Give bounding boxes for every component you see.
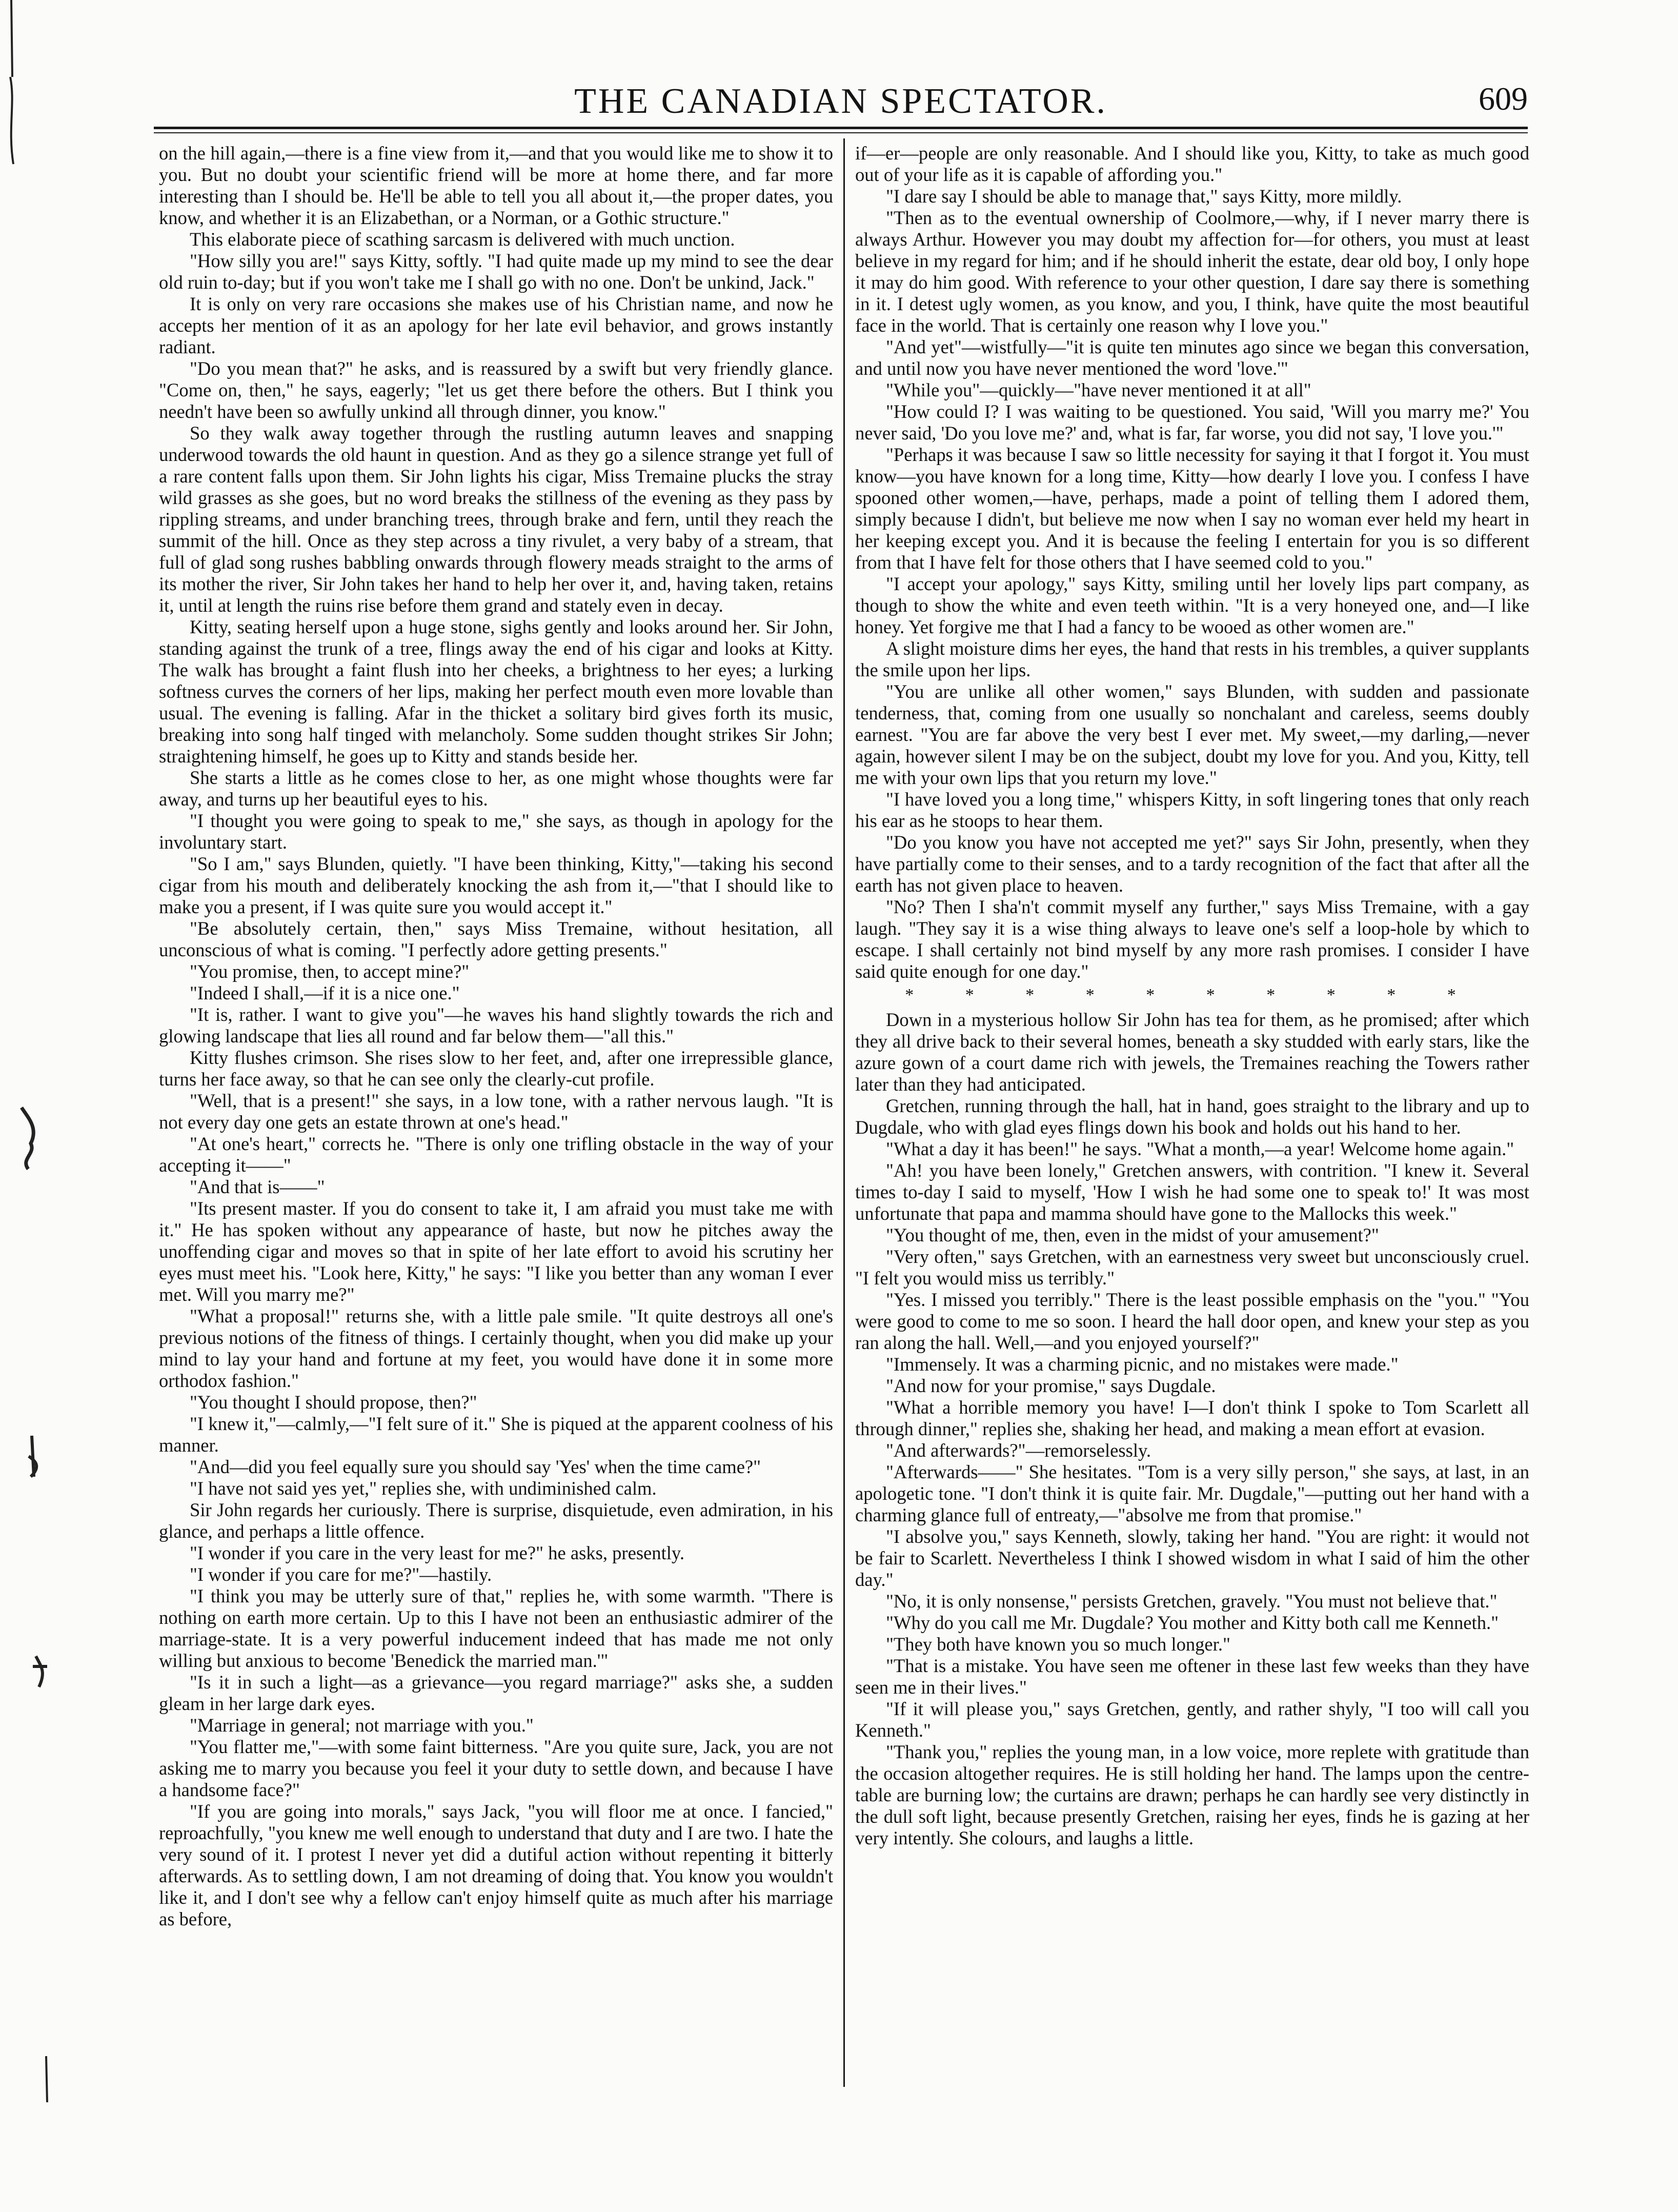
paragraph: Kitty, seating herself upon a huge stone, sighs gently and looks around her. Sir John, standing against the trunk of a tree, flings away the end of his cigar and looks at Kitty. The walk has brought a faint flush into her cheeks, a brightness to her eyes; a lurking softness curves the corners of her lips, making her perfect mouth even more lovable than usual. The evening is falling. Afar in the thicket a solitary bird gives forth its music, breaking into song half tinged with melancholy. Some sudden thought strikes Sir John; straightening himself, he goes up to Kitty and stands beside her.: [159, 616, 833, 767]
paragraph: "Do you know you have not accepted me yet?" says Sir John, presently, when they have partially come to their senses, and to a tardy recognition of the fact that after all the earth has not given place to heaven.: [855, 832, 1529, 896]
paragraph: "Ah! you have been lonely," Gretchen answers, with contrition. "I knew it. Several times to-day I said to myself, 'How I wish he had some one to speak to!' It was most unfortunate that papa and mamma should have gone to the Mallocks this week.": [855, 1160, 1529, 1224]
paragraph: "No? Then I sha'n't commit myself any further," says Miss Tremaine, with a gay laugh. "They say it is a wise thing always to leave one's self a loop-hole by which to escape. I shall certainly not bind myself by any more rash promises. I consider I have said quite enough for one day.": [855, 896, 1529, 982]
paragraph: "They both have known you so much longer.": [886, 1634, 1230, 1655]
paragraph: Gretchen, running through the hall, hat in hand, goes straight to the library and up to Dugdale, who with glad eyes flings down his book and holds out his hand to her.: [855, 1095, 1529, 1138]
paragraph: "And that is——": [190, 1176, 325, 1197]
paragraph: "Its present master. If you do consent to take it, I am afraid you must take me with it." He has spoken without any appearance of haste, but now he pitches away the unoffending cigar and moves so that in spite of her late effort to avoid his scrutiny her eyes must meet his. "Look here, Kitty," he says: "I like you better than any woman I ever met. Will you marry me?": [159, 1198, 833, 1305]
paragraph: "I have loved you a long time," whispers Kitty, in soft lingering tones that only reach his ear as he stoops to hear them.: [855, 789, 1529, 831]
paragraph: Sir John regards her curiously. There is surprise, disquietude, even admiration, in his glance, and perhaps a little offence.: [159, 1499, 833, 1542]
column-divider: [843, 138, 845, 2087]
paragraph: "I wonder if you care in the very least for me?" he asks, presently.: [190, 1542, 684, 1563]
paragraph: "Yes. I missed you terribly." There is the least possible emphasis on the "you." "You were good to come to me so soon. I heard the hall door open, and knew your step as you ran along the hall. Well,—and you enjoyed yourself?": [855, 1289, 1529, 1353]
paragraph: "And yet"—wistfully—"it is quite ten minutes ago since we began this conversation, and until now you have never mentioned the word 'love.'": [855, 336, 1529, 379]
margin-mark-ink-2: [29, 1436, 36, 1477]
publication-title: THE CANADIAN SPECTATOR.: [574, 82, 1107, 121]
paragraph: "Do you mean that?" he asks, and is reassured by a swift but very friendly glance. "Come on, then," he says, eagerly; "let us get there before the others. But I think you needn't have been so awfully unkind all through dinner, you know.": [159, 358, 833, 422]
paragraph: on the hill again,—there is a fine view from it,—and that you would like me to show it to you. But no doubt your scientific friend will be more at home there, and far more interesting than I should be. He'll be able to tell you all about it,—the proper dates, you know, and whether it is an Elizabethan, or a Norman, or a Gothic structure.": [159, 143, 833, 228]
paragraph: This elaborate piece of scathing sarcasm is delivered with much unction.: [190, 229, 735, 250]
section-break: * * * * * * * * * *: [905, 986, 1480, 1004]
paragraph: "I have not said yes yet," replies she, with undiminished calm.: [190, 1478, 657, 1499]
paragraph: "I dare say I should be able to manage that," says Kitty, more mildly.: [886, 186, 1402, 207]
header-rule-thin: [154, 132, 1528, 133]
paragraph: Kitty flushes crimson. She rises slow to her feet, and, after one irrepressible glance, turns her face away, so that he can see only the clearly-cut profile.: [159, 1047, 833, 1090]
paragraph: "Immensely. It was a charming picnic, and no mistakes were made.": [886, 1354, 1399, 1375]
masthead: [154, 77, 1528, 133]
paragraph: It is only on very rare occasions she makes use of his Christian name, and now he accepts her mention of it as an apology for her late evil behavior, and grows instantly radiant.: [159, 293, 833, 357]
paragraph: "Be absolutely certain, then," says Miss Tremaine, without hesitation, all unconscious of what is coming. "I perfectly adore getting presents.": [159, 918, 833, 960]
margin-marks: [0, 0, 62, 2212]
paragraph: "Then as to the eventual ownership of Coolmore,—why, if I never marry there is always Arthur. However you may doubt my affection for—for others, you must at least believe in my regard for him; and if he should inherit the estate, dear old boy, I only hope it may do him good. With reference to your other question, I dare say there is something in it. I detest ugly women, as you know, and you, I think, have quite the most beautiful face in the world. That is certainly one reason why I love you.": [855, 207, 1529, 336]
paragraph: "I thought you were going to speak to me," she says, as though in apology for the involuntary start.: [159, 810, 833, 853]
paragraph: She starts a little as he comes close to her, as one might whose thoughts were far away, and turns up her beautiful eyes to his.: [159, 767, 833, 810]
paragraph: if—er—people are only reasonable. And I should like you, Kitty, to take as much good out of your life as it is capable of affording you.": [855, 143, 1529, 185]
paragraph: "I accept your apology," says Kitty, smiling until her lovely lips part company, as though to show the white and even teeth within. "It is a very honeyed one, and—I like honey. Yet forgive me that I had a fancy to be wooed as other women are.": [855, 573, 1529, 637]
paragraph: "And afterwards?"—remorselessly.: [886, 1440, 1151, 1461]
paragraph: "You thought I should propose, then?": [190, 1392, 477, 1413]
paragraph: "I wonder if you care for me?"—hastily.: [190, 1564, 492, 1585]
paragraph: "How could I? I was waiting to be questioned. You said, 'Will you marry me?' You never said, 'Do you love me?' and, what is far, far worse, you did not say, 'I love you.'": [855, 401, 1529, 444]
paragraph: "Marriage in general; not marriage with you.": [190, 1715, 534, 1736]
paragraph: "And now for your promise," says Dugdale.: [886, 1375, 1216, 1396]
paragraph: "You promise, then, to accept mine?": [190, 961, 470, 982]
paragraph: "No, it is only nonsense," persists Gretchen, gravely. "You must not believe that.": [886, 1591, 1498, 1612]
paragraph: A slight moisture dims her eyes, the hand that rests in his trembles, a quiver supplants the smile upon her lips.: [855, 638, 1529, 680]
paragraph: "Well, that is a present!" she says, in a low tone, with a rather nervous laugh. "It is not every day one gets an estate thrown at one's head.": [159, 1090, 833, 1133]
paragraph: "While you"—quickly—"have never mentioned it at all": [886, 379, 1311, 400]
right-column: [855, 143, 1529, 2086]
paragraph: "Afterwards——" She hesitates. "Tom is a very silly person," she says, at last, in an apologetic tone. "I don't think it is quite fair. Mr. Dugdale,"—putting out her hand with a charming glance full of entreaty,—"absolve me from that promise.": [855, 1461, 1529, 1525]
paragraph: "What a day it has been!" he says. "What a month,—a year! Welcome home again.": [886, 1138, 1514, 1159]
paragraph: "Thank you," replies the young man, in a low voice, more replete with gratitude than the occasion altogether requires. He is still holding her hand. The lamps upon the centre-table are burning low; the curtains are drawn; perhaps he can hardly see very distinctly in the dull soft light, because presently Gretchen, raising her eyes, finds he is gazing at her very intently. She colours, and laughs a little.: [855, 1741, 1529, 1848]
margin-mark-ink-3: [33, 1656, 47, 1687]
paragraph: "You are unlike all other women," says Blunden, with sudden and passionate tenderness, that, coming from one usually so nonchalant and careless, seems doubly earnest. "You are far above the very best I ever met. My sweet,—my darling,—never again, however silent I may be on the subject, doubt my love for you. And you, Kitty, tell me with your own lips that you return my love.": [855, 681, 1529, 788]
paragraph: "How silly you are!" says Kitty, softly. "I had quite made up my mind to see the dear old ruin to-day; but if you won't take me I shall go with no one. Don't be unkind, Jack.": [159, 250, 833, 293]
left-column: [159, 143, 833, 2086]
page-number: 609: [1479, 81, 1528, 117]
paragraph: "I knew it,"—calmly,—"I felt sure of it." She is piqued at the apparent coolness of his manner.: [159, 1413, 833, 1456]
paragraph: "If it will please you," says Gretchen, gently, and rather shyly, "I too will call you Kenneth.": [855, 1698, 1529, 1741]
paragraph: "And—did you feel equally sure you should say 'Yes' when the time came?": [190, 1456, 761, 1477]
paragraph: "So I am," says Blunden, quietly. "I have been thinking, Kitty,"—taking his second cigar from his mouth and deliberately knocking the ash from it,—"that I should like to make you a present, if I was quite sure you would accept it.": [159, 853, 833, 917]
paragraph: "You thought of me, then, even in the midst of your amusement?": [886, 1224, 1379, 1245]
paragraph: "You flatter me,"—with some faint bitterness. "Are you quite sure, Jack, you are not asking me to marry you because you feel it your duty to settle down, and because I have a handsome face?": [159, 1736, 833, 1800]
paragraph: So they walk away together through the rustling autumn leaves and snapping underwood towards the old haunt in question. And as they go a silence strange yet full of a rare content falls upon them. Sir John lights his cigar, Miss Tremaine plucks the stray wild grasses as she goes, but no word breaks the stillness of the evening as they pass by rippling streams, and under branching trees, through brake and fern, until they reach the summit of the hill. Once as they step across a tiny rivulet, a very baby of a stream, that full of glad song rushes babbling onwards through flowery meads straight to the arms of its mother the river, Sir John takes her hand to help her over it, and, having taken, retains it, until at length the ruins rise before them grand and stately even in decay.: [159, 423, 833, 616]
paragraph: "What a proposal!" returns she, with a little pale smile. "It quite destroys all one's previous notions of the fitness of things. I certainly thought, when you did make up your mind to lay your hand and fortune at my feet, you would have done it in some more orthodox fashion.": [159, 1305, 833, 1391]
paragraph: "Is it in such a light—as a grievance—you regard marriage?" asks she, a sudden gleam in her large dark eyes.: [159, 1672, 833, 1714]
paragraph: "Very often," says Gretchen, with an earnestness very sweet but unconsciously cruel. "I felt you would miss us terribly.": [855, 1246, 1529, 1289]
margin-mark-bottom: [46, 2056, 47, 2102]
paragraph: Down in a mysterious hollow Sir John has tea for them, as he promised; after which they all drive back to their several homes, beneath a sky studded with early stars, like the azure gown of a court dame rich with jewels, the Tremaines reaching the Towers rather later than they had anticipated.: [855, 1009, 1529, 1095]
header-rule-thick: [154, 127, 1528, 129]
paragraph: "It is, rather. I want to give you"—he waves his hand slightly towards the rich and glowing landscape that lies all round and far below them—"all this.": [159, 1004, 833, 1047]
margin-mark-top: [10, 0, 13, 164]
paragraph: "I think you may be utterly sure of that," replies he, with some warmth. "There is nothing on earth more certain. Up to this I have not been an enthusiastic admirer of the marriage-state. It is a very powerful inducement indeed that has made me not only willing but anxious to become 'Benedick the married man.'": [159, 1585, 833, 1671]
paragraph: "Why do you call me Mr. Dugdale? You mother and Kitty both call me Kenneth.": [886, 1612, 1499, 1633]
paragraph: "That is a mistake. You have seen me oftener in these last few weeks than they have seen me in their lives.": [855, 1655, 1529, 1698]
paragraph: "What a horrible memory you have! I—I don't think I spoke to Tom Scarlett all through dinner," replies she, shaking her head, and making a mean effort at evasion.: [855, 1397, 1529, 1439]
paragraph: "If you are going into morals," says Jack, "you will floor me at once. I fancied," reproachfully, "you knew me well enough to understand that duty and I are two. I hate the very sound of it. I protest I never yet did a dutiful action without repenting it bitterly afterwards. As to settling down, I am not dreaming of doing that. You know you wouldn't like it, and I don't see why a fellow can't enjoy himself quite as much after his marriage as before,: [159, 1801, 833, 1929]
paragraph: "Perhaps it was because I saw so little necessity for saying it that I forgot it. You must know—you have known for a long time, Kitty—how dearly I love you. I confess I have spooned other women,—have, perhaps, made a point of telling them I adored them, simply because I didn't, but believe me now when I say no woman ever held my heart in her keeping except you. And it is because the feeling I entertain for you is so different from that I have felt for those others that I have seemed cold to you.": [855, 444, 1529, 573]
paragraph: "At one's heart," corrects he. "There is only one trifling obstacle in the way of your accepting it——": [159, 1133, 833, 1176]
paragraph: "I absolve you," says Kenneth, slowly, taking her hand. "You are right: it would not be fair to Scarlett. Nevertheless I think I showed wisdom in what I said of him the other day.": [855, 1526, 1529, 1590]
paragraph: "Indeed I shall,—if it is a nice one.": [190, 982, 460, 1003]
margin-mark-ink-1: [22, 1108, 33, 1169]
